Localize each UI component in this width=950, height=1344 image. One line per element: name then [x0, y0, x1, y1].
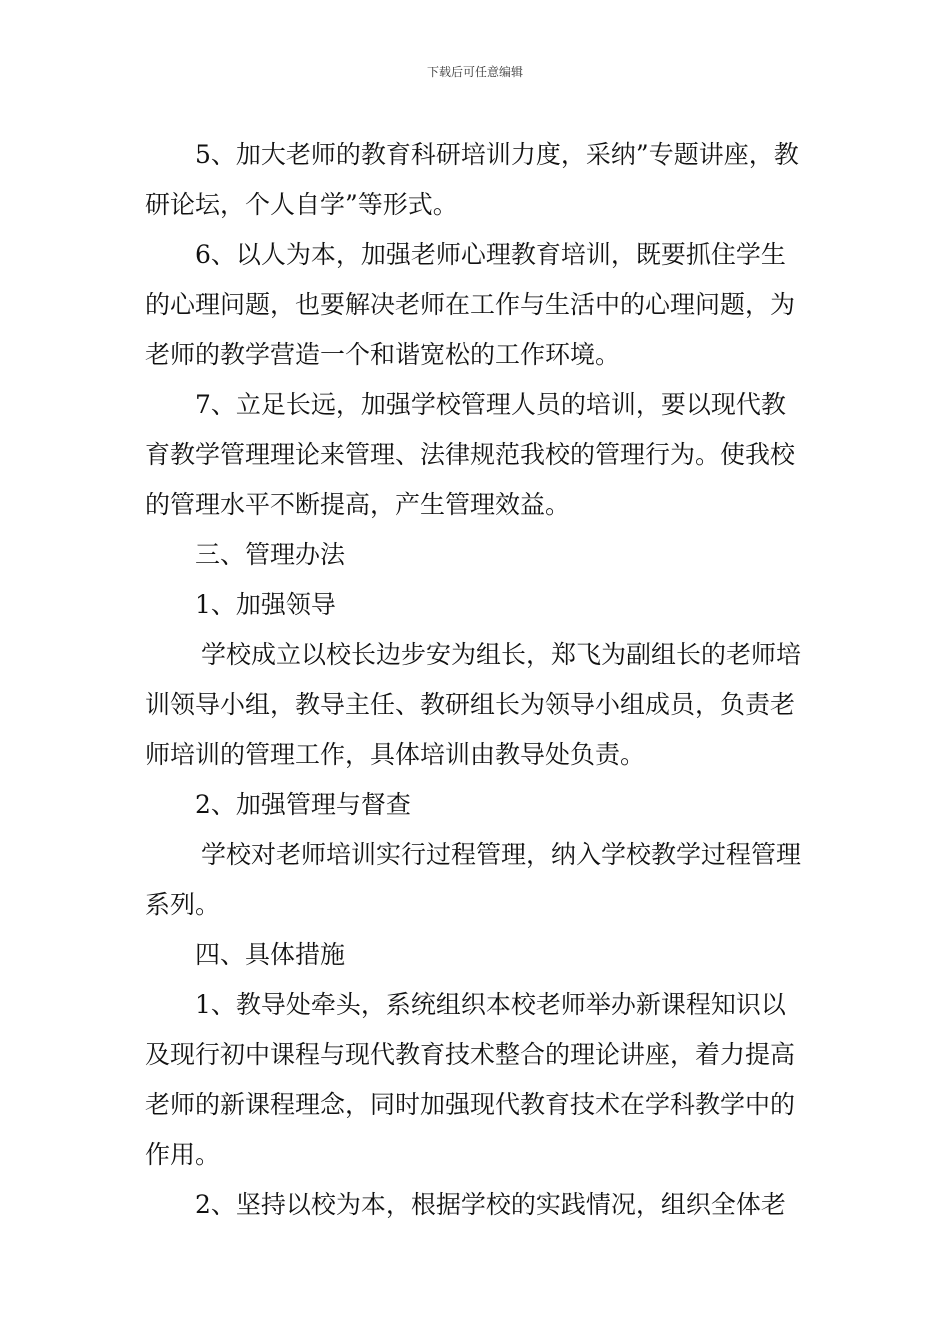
- paragraph-item-7: 7、立足长远，加强学校管理人员的培训，要以现代教育教学管理理论来管理、法律规范我校的管理行为。使我校的管理水平不断提高，产生管理效益。: [145, 390, 796, 519]
- paragraph-leadership-group: 学校成立以校长边步安为组长，郑飞为副组长的老师培训领导小组，教导主任、教研组长为领导小组成员，负责老师培训的管理工作，具体培训由教导处负责。: [145, 640, 802, 769]
- paragraph-measure-2: 2、坚持以校为本，根据学校的实践情况，组织全体老: [195, 1190, 786, 1219]
- document-body: [145, 130, 810, 1230]
- page-header: 下载后可任意编辑: [426, 65, 523, 79]
- section-heading-management-methods: 三、管理办法: [195, 540, 346, 569]
- section-heading-specific-measures: 四、具体措施: [195, 940, 346, 969]
- paragraph-measure-1: 1、教导处牵头，系统组织本校老师举办新课程知识以及现行初中课程与现代教育技术整合的理论讲座，着力提高老师的新课程理念，同时加强现代教育技术在学科教学中的作用。: [145, 990, 796, 1169]
- subheading-management-supervision: 2、加强管理与督查: [195, 790, 411, 819]
- paragraph-item-6: 6、以人为本，加强老师心理教育培训，既要抓住学生的心理问题，也要解决老师在工作与生活中的心理问题，为老师的教学营造一个和谐宽松的工作环境。: [145, 240, 796, 369]
- subheading-strengthen-leadership: 1、加强领导: [195, 590, 336, 619]
- paragraph-process-management: 学校对老师培训实行过程管理，纳入学校教学过程管理系列。: [145, 840, 802, 919]
- paragraph-item-5: 5、加大老师的教育科研培训力度，采纳”专题讲座，教研论坛，个人自学”等形式。: [145, 140, 799, 219]
